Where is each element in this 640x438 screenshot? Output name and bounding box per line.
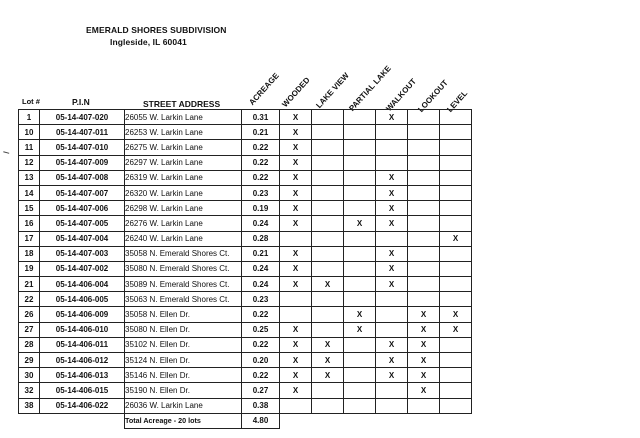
table-row (19, 398, 472, 413)
lake-view-cell: X (312, 277, 344, 292)
header-partial-lake: PARTIAL LAKE (347, 63, 393, 113)
wooded-cell: X (280, 246, 312, 261)
address-cell: 26298 W. Larkin Lane (125, 201, 242, 216)
lake-view-cell (312, 201, 344, 216)
acreage-cell: 0.21 (242, 246, 280, 261)
level-cell (440, 277, 472, 292)
table-row (19, 216, 472, 231)
address-cell: 26253 W. Larkin Lane (125, 125, 242, 140)
address-cell: 35124 N. Ellen Dr. (125, 353, 242, 368)
lookout-cell: X (408, 383, 440, 398)
lookout-cell (408, 110, 440, 125)
address-cell: 35058 N. Ellen Dr. (125, 307, 242, 322)
level-cell (440, 246, 472, 261)
header-lake-view: LAKE VIEW (314, 70, 351, 110)
lot-number-cell: 11 (19, 140, 40, 155)
wooded-cell: X (280, 201, 312, 216)
level-cell: X (440, 231, 472, 246)
lookout-cell: X (408, 368, 440, 383)
acreage-cell: 0.27 (242, 383, 280, 398)
partial-lake-cell (344, 231, 376, 246)
lake-view-cell (312, 185, 344, 200)
pin-cell: 05-14-407-004 (40, 231, 125, 246)
acreage-cell: 0.22 (242, 140, 280, 155)
table-row (19, 170, 472, 185)
walkout-cell (376, 322, 408, 337)
lake-view-cell (312, 307, 344, 322)
lookout-cell (408, 155, 440, 170)
wooded-cell: X (280, 383, 312, 398)
wooded-cell (280, 307, 312, 322)
lookout-cell (408, 277, 440, 292)
wooded-cell: X (280, 261, 312, 276)
lot-number-cell: 16 (19, 216, 40, 231)
lot-number-cell: 27 (19, 322, 40, 337)
lookout-cell (408, 201, 440, 216)
subdivision-location: Ingleside, IL 60041 (110, 37, 187, 47)
lot-number-cell: 22 (19, 292, 40, 307)
pin-cell: 05-14-406-012 (40, 353, 125, 368)
pin-cell: 05-14-407-010 (40, 140, 125, 155)
table-row (19, 277, 472, 292)
wooded-cell (280, 292, 312, 307)
acreage-cell: 0.22 (242, 155, 280, 170)
lake-view-cell (312, 322, 344, 337)
level-cell (440, 292, 472, 307)
total-label: Total Acreage - 20 lots (125, 413, 242, 428)
walkout-cell: X (376, 277, 408, 292)
lake-view-cell (312, 398, 344, 413)
lookout-cell (408, 398, 440, 413)
level-cell (440, 261, 472, 276)
partial-lake-cell (344, 110, 376, 125)
address-cell: 35089 N. Emerald Shores Ct. (125, 277, 242, 292)
lake-view-cell (312, 140, 344, 155)
level-cell (440, 110, 472, 125)
total-row (19, 413, 472, 428)
acreage-cell: 0.22 (242, 170, 280, 185)
walkout-cell (376, 307, 408, 322)
pin-cell: 05-14-407-011 (40, 125, 125, 140)
level-cell (440, 337, 472, 352)
address-cell: 26320 W. Larkin Lane (125, 185, 242, 200)
acreage-cell: 0.24 (242, 277, 280, 292)
lot-number-cell: 15 (19, 201, 40, 216)
walkout-cell (376, 292, 408, 307)
blank-cell (19, 413, 40, 428)
address-cell: 35102 N. Ellen Dr. (125, 337, 242, 352)
wooded-cell (280, 398, 312, 413)
lookout-cell: X (408, 337, 440, 352)
total-acreage: 4.80 (242, 413, 280, 428)
lot-number-cell: 12 (19, 155, 40, 170)
acreage-cell: 0.19 (242, 201, 280, 216)
level-cell (440, 140, 472, 155)
lake-view-cell (312, 110, 344, 125)
wooded-cell (280, 231, 312, 246)
table-row (19, 368, 472, 383)
acreage-cell: 0.24 (242, 261, 280, 276)
partial-lake-cell (344, 125, 376, 140)
pin-cell: 05-14-406-009 (40, 307, 125, 322)
partial-lake-cell (344, 353, 376, 368)
walkout-cell (376, 231, 408, 246)
acreage-cell: 0.23 (242, 292, 280, 307)
walkout-cell: X (376, 185, 408, 200)
table-row (19, 140, 472, 155)
wooded-cell: X (280, 277, 312, 292)
lot-number-cell: 14 (19, 185, 40, 200)
walkout-cell: X (376, 368, 408, 383)
level-cell (440, 353, 472, 368)
lot-number-cell: 1 (19, 110, 40, 125)
lake-view-cell (312, 170, 344, 185)
address-cell: 35080 N. Ellen Dr. (125, 322, 242, 337)
lake-view-cell (312, 383, 344, 398)
header-wooded: WOODED (280, 75, 312, 109)
address-cell: 35058 N. Emerald Shores Ct. (125, 246, 242, 261)
partial-lake-cell (344, 383, 376, 398)
wooded-cell: X (280, 353, 312, 368)
lot-number-cell: 10 (19, 125, 40, 140)
table-row (19, 110, 472, 125)
partial-lake-cell (344, 261, 376, 276)
pin-cell: 05-14-406-005 (40, 292, 125, 307)
wooded-cell: X (280, 368, 312, 383)
lake-view-cell (312, 292, 344, 307)
lookout-cell (408, 246, 440, 261)
lookout-cell: X (408, 322, 440, 337)
lookout-cell: X (408, 307, 440, 322)
pin-cell: 05-14-407-007 (40, 185, 125, 200)
table-row (19, 337, 472, 352)
acreage-cell: 0.25 (242, 322, 280, 337)
lake-view-cell (312, 155, 344, 170)
address-cell: 35190 N. Ellen Dr. (125, 383, 242, 398)
wooded-cell: X (280, 216, 312, 231)
walkout-cell (376, 398, 408, 413)
lot-number-cell: 13 (19, 170, 40, 185)
pin-cell: 05-14-407-002 (40, 261, 125, 276)
pin-cell: 05-14-406-013 (40, 368, 125, 383)
header-acreage: ACREAGE (247, 71, 281, 107)
lookout-cell (408, 216, 440, 231)
level-cell: X (440, 322, 472, 337)
partial-lake-cell (344, 201, 376, 216)
acreage-cell: 0.22 (242, 337, 280, 352)
pin-cell: 05-14-407-003 (40, 246, 125, 261)
pin-cell: 05-14-406-015 (40, 383, 125, 398)
partial-lake-cell (344, 292, 376, 307)
lookout-cell (408, 261, 440, 276)
walkout-cell: X (376, 170, 408, 185)
table-row (19, 307, 472, 322)
pin-cell: 05-14-406-011 (40, 337, 125, 352)
lookout-cell: X (408, 353, 440, 368)
acreage-cell: 0.22 (242, 307, 280, 322)
pin-cell: 05-14-406-010 (40, 322, 125, 337)
table-row (19, 155, 472, 170)
lookout-cell (408, 170, 440, 185)
partial-lake-cell (344, 277, 376, 292)
address-cell: 35146 N. Ellen Dr. (125, 368, 242, 383)
lake-view-cell (312, 261, 344, 276)
wooded-cell: X (280, 170, 312, 185)
walkout-cell (376, 155, 408, 170)
pin-cell: 05-14-407-005 (40, 216, 125, 231)
table-row (19, 125, 472, 140)
walkout-cell: X (376, 216, 408, 231)
lot-table (18, 109, 472, 429)
address-cell: 26036 W. Larkin Lane (125, 398, 242, 413)
lake-view-cell (312, 125, 344, 140)
address-cell: 35063 N. Emerald Shores Ct. (125, 292, 242, 307)
lake-view-cell (312, 231, 344, 246)
lookout-cell (408, 185, 440, 200)
wooded-cell: X (280, 337, 312, 352)
table-row (19, 246, 472, 261)
walkout-cell: X (376, 201, 408, 216)
table-row (19, 292, 472, 307)
wooded-cell: X (280, 185, 312, 200)
address-cell: 26276 W. Larkin Lane (125, 216, 242, 231)
pin-cell: 05-14-407-020 (40, 110, 125, 125)
table-row (19, 201, 472, 216)
wooded-cell: X (280, 110, 312, 125)
pin-cell: 05-14-407-009 (40, 155, 125, 170)
stray-mark (3, 151, 10, 155)
level-cell (440, 125, 472, 140)
lot-number-cell: 28 (19, 337, 40, 352)
partial-lake-cell (344, 185, 376, 200)
lot-number-cell: 17 (19, 231, 40, 246)
lake-view-cell (312, 246, 344, 261)
lookout-cell (408, 292, 440, 307)
table-row (19, 231, 472, 246)
acreage-cell: 0.23 (242, 185, 280, 200)
partial-lake-cell (344, 246, 376, 261)
level-cell (440, 170, 472, 185)
partial-lake-cell (344, 140, 376, 155)
acreage-cell: 0.22 (242, 368, 280, 383)
header-lookout: LOOKOUT (416, 78, 450, 114)
wooded-cell: X (280, 125, 312, 140)
lot-number-cell: 38 (19, 398, 40, 413)
table-row (19, 185, 472, 200)
acreage-cell: 0.28 (242, 231, 280, 246)
table-row (19, 261, 472, 276)
level-cell (440, 398, 472, 413)
wooded-cell: X (280, 155, 312, 170)
lot-number-cell: 30 (19, 368, 40, 383)
lake-view-cell: X (312, 337, 344, 352)
partial-lake-cell (344, 155, 376, 170)
lookout-cell (408, 140, 440, 155)
lot-number-cell: 32 (19, 383, 40, 398)
lot-number-cell: 21 (19, 277, 40, 292)
header-street-address: STREET ADDRESS (143, 99, 221, 109)
subdivision-title: EMERALD SHORES SUBDIVISION (86, 25, 227, 35)
level-cell: X (440, 307, 472, 322)
lot-number-cell: 26 (19, 307, 40, 322)
header-walkout: WALKOUT (384, 76, 419, 113)
address-cell: 35080 N. Emerald Shores Ct. (125, 261, 242, 276)
level-cell (440, 185, 472, 200)
header-lot: Lot # (22, 97, 40, 106)
partial-lake-cell: X (344, 307, 376, 322)
address-cell: 26240 W. Larkin Lane (125, 231, 242, 246)
walkout-cell: X (376, 261, 408, 276)
walkout-cell: X (376, 110, 408, 125)
wooded-cell: X (280, 322, 312, 337)
walkout-cell: X (376, 246, 408, 261)
partial-lake-cell (344, 170, 376, 185)
acreage-cell: 0.21 (242, 125, 280, 140)
header-pin: P.I.N (72, 97, 90, 107)
lot-number-cell: 29 (19, 353, 40, 368)
acreage-cell: 0.38 (242, 398, 280, 413)
partial-lake-cell (344, 368, 376, 383)
address-cell: 26319 W. Larkin Lane (125, 170, 242, 185)
acreage-cell: 0.31 (242, 110, 280, 125)
address-cell: 26275 W. Larkin Lane (125, 140, 242, 155)
lake-view-cell: X (312, 353, 344, 368)
walkout-cell (376, 383, 408, 398)
address-cell: 26055 W. Larkin Lane (125, 110, 242, 125)
pin-cell: 05-14-407-006 (40, 201, 125, 216)
blank-cell (40, 413, 125, 428)
lookout-cell (408, 125, 440, 140)
level-cell (440, 368, 472, 383)
level-cell (440, 201, 472, 216)
partial-lake-cell (344, 337, 376, 352)
acreage-cell: 0.20 (242, 353, 280, 368)
partial-lake-cell: X (344, 216, 376, 231)
level-cell (440, 216, 472, 231)
level-cell (440, 155, 472, 170)
walkout-cell: X (376, 353, 408, 368)
level-cell (440, 383, 472, 398)
header-level: LEVEL (445, 88, 470, 114)
pin-cell: 05-14-406-022 (40, 398, 125, 413)
address-cell: 26297 W. Larkin Lane (125, 155, 242, 170)
partial-lake-cell: X (344, 322, 376, 337)
lot-number-cell: 19 (19, 261, 40, 276)
acreage-cell: 0.24 (242, 216, 280, 231)
lookout-cell (408, 231, 440, 246)
table-row (19, 383, 472, 398)
table-row (19, 353, 472, 368)
walkout-cell (376, 125, 408, 140)
pin-cell: 05-14-407-008 (40, 170, 125, 185)
walkout-cell (376, 140, 408, 155)
table-row (19, 322, 472, 337)
lake-view-cell (312, 216, 344, 231)
wooded-cell: X (280, 140, 312, 155)
lake-view-cell: X (312, 368, 344, 383)
partial-lake-cell (344, 398, 376, 413)
pin-cell: 05-14-406-004 (40, 277, 125, 292)
lot-number-cell: 18 (19, 246, 40, 261)
walkout-cell: X (376, 337, 408, 352)
